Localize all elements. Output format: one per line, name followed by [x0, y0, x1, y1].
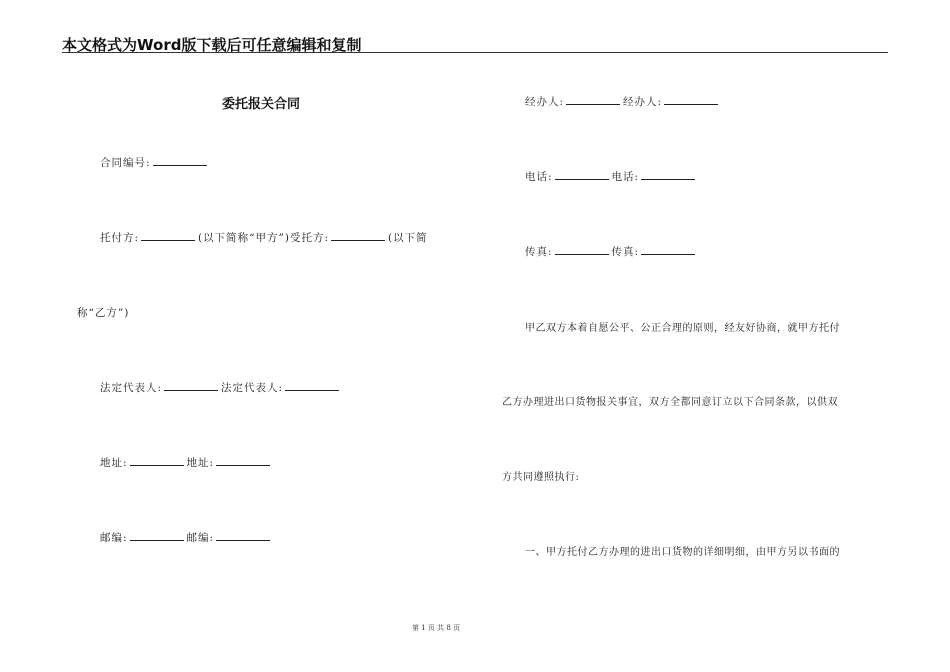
fax-label-client: 传真:	[525, 246, 553, 258]
legal-rep-label-agent: 法定代表人:	[221, 382, 284, 394]
contract-number-line	[100, 155, 210, 170]
fax-blank-agent	[641, 245, 695, 255]
paragraph-1-line-1: 甲乙双方本着自愿公平、公正合理的原则，经友好协商，就甲方托付	[525, 323, 840, 334]
agent-suffix-cont: 称“乙方”)	[77, 307, 130, 319]
address-label-client: 地址:	[100, 457, 128, 469]
contract-number-label: 合同编号:	[100, 157, 151, 169]
paragraph-1-line-2: 乙方办理进出口货物报关事宜，双方全都同意订立以下合同条款，以供双	[502, 397, 838, 408]
page-header-text: 本文格式为Word版下载后可任意编辑和复制	[62, 36, 362, 54]
page-number: 第 1 页 共 8 页	[412, 624, 461, 632]
client-label: 托付方:	[100, 232, 140, 244]
postcode-blank-client	[130, 531, 184, 541]
phone-blank-client	[555, 170, 609, 180]
handler-blank-client	[566, 95, 620, 105]
address-blank-agent	[216, 456, 270, 466]
document-title: 委托报关合同	[222, 97, 301, 112]
parties-line-cont	[77, 305, 129, 320]
legal-rep-label-client: 法定代表人:	[100, 382, 163, 394]
handler-blank-agent	[664, 95, 718, 105]
fax-blank-client	[555, 245, 609, 255]
address-blank-client	[130, 456, 184, 466]
postcode-blank-agent	[216, 531, 270, 541]
client-suffix: (以下简称“甲方”)	[198, 232, 290, 244]
legal-rep-blank-client	[164, 381, 218, 391]
paragraph-2-line-1: 一、甲方托付乙方办理的进出口货物的详细明细，由甲方另以书面的	[525, 547, 840, 558]
handler-label-client: 经办人:	[525, 96, 565, 108]
paragraph-1-line-3: 方共同遵照执行:	[502, 472, 580, 483]
agent-suffix: (以下简	[388, 232, 428, 244]
contract-number-blank	[153, 156, 207, 166]
parties-line	[100, 230, 428, 245]
postcode-label-agent: 邮编:	[186, 532, 215, 544]
address-label-agent: 地址:	[186, 457, 215, 469]
agent-blank	[331, 231, 385, 241]
postcode-line	[100, 530, 273, 545]
agent-label: 受托方:	[289, 232, 330, 244]
postcode-label-client: 邮编:	[100, 532, 128, 544]
phone-line	[525, 169, 698, 184]
fax-line	[525, 244, 698, 259]
legal-rep-blank-agent	[285, 381, 339, 391]
phone-label-agent: 电话:	[611, 171, 640, 183]
phone-blank-agent	[641, 170, 695, 180]
legal-rep-line	[100, 380, 342, 395]
handler-label-agent: 经办人:	[623, 96, 663, 108]
handler-line	[525, 94, 721, 109]
fax-label-agent: 传真:	[611, 246, 640, 258]
address-line	[100, 455, 273, 470]
client-blank	[141, 231, 195, 241]
header-divider	[62, 52, 888, 53]
phone-label-client: 电话:	[525, 171, 553, 183]
